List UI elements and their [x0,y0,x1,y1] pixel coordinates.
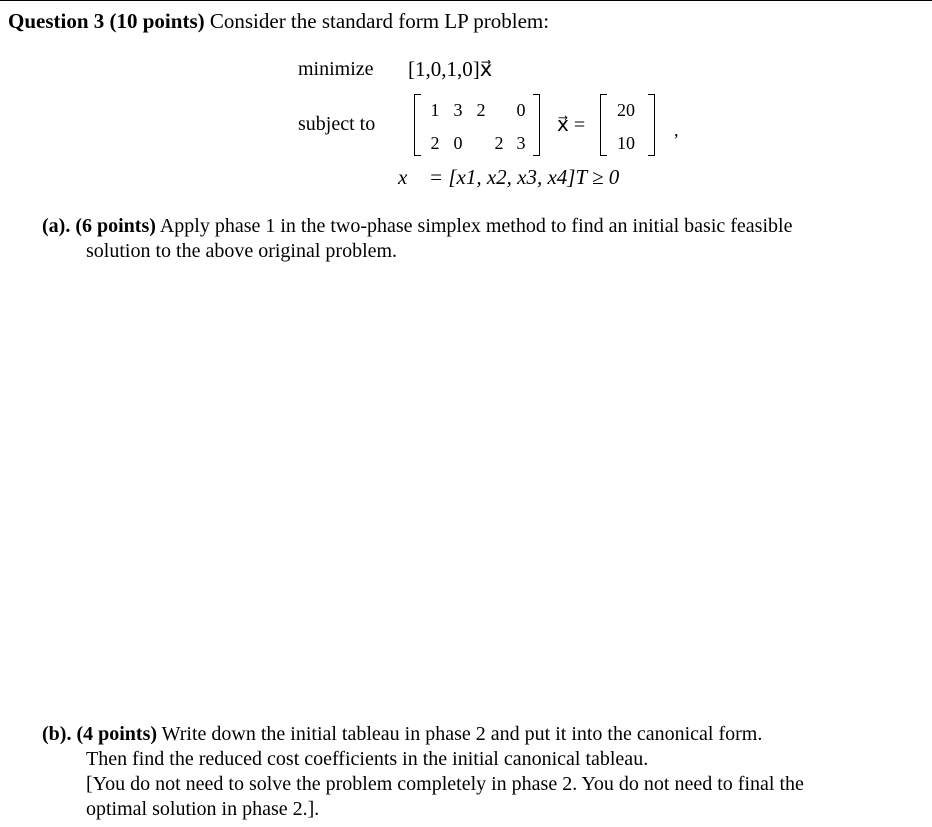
matrix-cell: 2 [476,100,486,120]
question-intro: Consider the standard form LP problem: [209,9,550,33]
question-heading [8,9,549,34]
part-a [42,214,932,274]
part-b-line1: Write down the initial tableau in phase 2 and put it into the canonical form. [161,723,763,745]
part-b [42,722,932,827]
vector-cell: 10 [617,133,635,153]
part-a-label: (a). [42,215,71,237]
matrix-cell: 2 [430,133,440,153]
matrix-cell: 2 [494,133,504,153]
part-b-lead [42,722,762,747]
part-a-line1: Apply phase 1 in the two-phase simplex method to find an initial basic feasible [159,215,793,237]
nonnegativity-constraint [398,165,636,190]
part-a-line2: solution to the above original problem. [86,240,398,262]
matrix-left-bracket [414,94,421,156]
vector-left-bracket [600,94,607,156]
minimize-label: minimize [298,58,374,80]
objective-function: [1,0,1,0]x⃗ [408,57,493,81]
matrix-right-bracket [533,94,540,156]
comma: , [674,120,679,140]
matrix-cell: 0 [516,100,526,120]
nonneg-expression: x⃗ = [x1, x2, x3, x4]T ≥ 0⃗ [398,165,636,189]
vector-right-bracket [648,94,655,156]
part-b-line3: [You do not need to solve the problem completely in phase 2. You do not need to final the [86,773,804,795]
part-a-points: (6 points) [75,215,156,237]
matrix-cell: 1 [430,100,440,120]
part-b-points: (4 points) [76,723,158,745]
part-b-line4: optimal solution in phase 2.]. [86,798,320,820]
top-rule [0,0,932,1]
matrix-cell: 3 [453,100,463,120]
subject-to-label: subject to [298,113,376,135]
part-b-line2: Then find the reduced cost coefficients in the initial canonical tableau. [86,748,649,770]
matrix-cell: 0 [453,133,463,153]
matrix-cell: 3 [516,133,526,153]
vector-cell: 20 [617,100,635,120]
part-a-lead [42,214,792,239]
x-equals: x⃗ = [557,114,586,136]
question-title: Question 3 (10 points) [8,9,205,33]
part-b-label: (b). [42,723,72,745]
